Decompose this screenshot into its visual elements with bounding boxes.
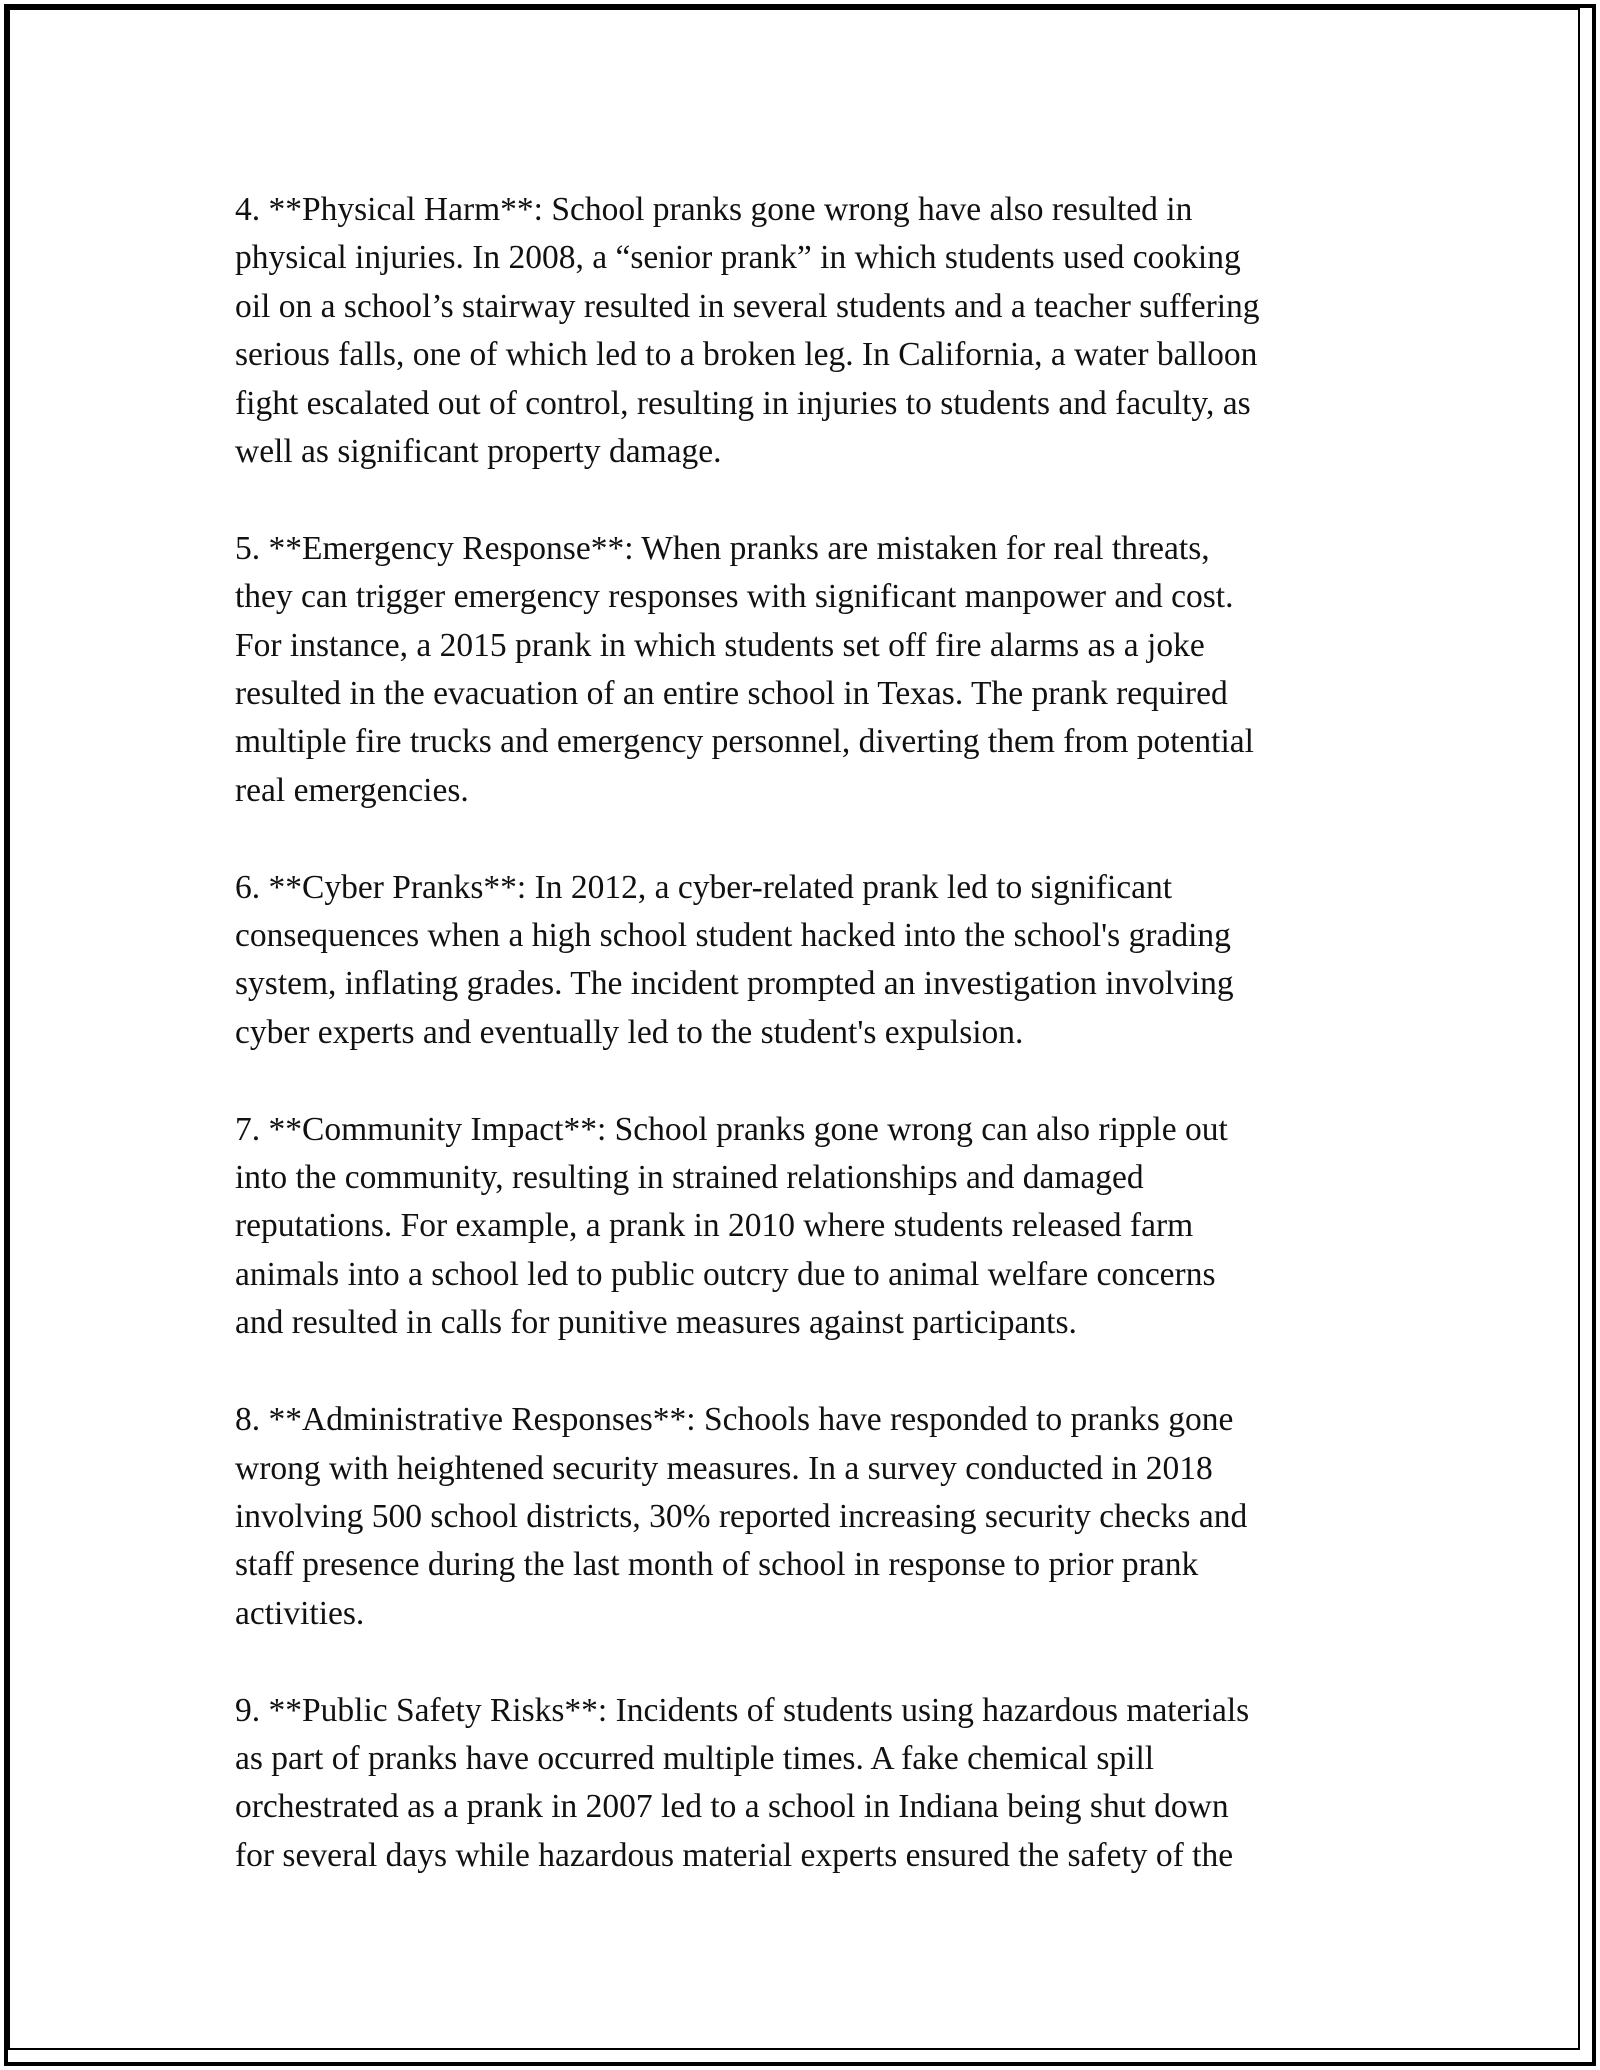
- paragraph-public-safety-risks: 9. **Public Safety Risks**: Incidents of students using hazardous materials as part of pranks have occurred multiple times. A fake chemical spill orchestrated as a prank in 2007 led to a school in Indiana being shut down for several days while hazardous material experts ensured the safety of the: [235, 1691, 1250, 1874]
- paragraph-cyber-pranks: 6. **Cyber Pranks**: In 2012, a cyber-related prank led to significant consequences when a high school student hacked into the school's grading system, inflating grades. The incident prompted an investigation involving cyber experts and eventually led to the student's expulsion.: [235, 868, 1234, 1051]
- paragraph-physical-harm: 4. **Physical Harm**: School pranks gone wrong have also resulted in physical injuries. In 2008, a “senior prank” in which students used cooking oil on a school’s stairway resulted in several students and a teacher suffering serious falls, one of which led to a broken leg. In California, a water balloon fight escalated out of control, resulting in injuries to students and faculty, as well as significant property damage.: [235, 191, 1260, 471]
- paragraph-community-impact: 7. **Community Impact**: School pranks gone wrong can also ripple out into the community, resulting in strained relationships and damaged reputations. For example, a prank in 2010 where students released farm animals into a school led to public outcry due to animal welfare concerns and resulted in calls for punitive measures against participants.: [235, 1110, 1228, 1342]
- paragraph-emergency-response: 5. **Emergency Response**: When pranks are mistaken for real threats, they can trigger emergency responses with significant manpower and cost. For instance, a 2015 prank in which students set off fire alarms as a joke resulted in the evacuation of an entire school in Texas. The prank required multiple fire trucks and emergency personnel, diverting them from potential real emergencies.: [235, 529, 1254, 809]
- paragraph-administrative-responses: 8. **Administrative Responses**: Schools have responded to pranks gone wrong with heightened security measures. In a survey conducted in 2018 involving 500 school districts, 30% reported increasing security checks and staff presence during the last month of school in response to prior prank activities.: [235, 1401, 1248, 1632]
- document-body: [235, 186, 1365, 1929]
